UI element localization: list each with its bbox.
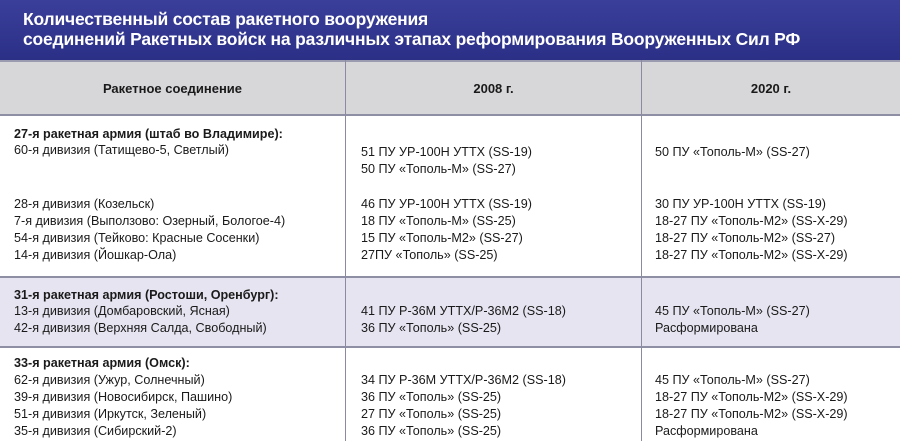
section-31-army	[0, 278, 900, 346]
cell-2008: 50 ПУ «Тополь-М» (SS-27)	[361, 162, 516, 176]
table-header	[0, 60, 900, 116]
section-33-army	[0, 348, 900, 441]
header-2020: 2020 г.	[750, 80, 792, 96]
cell-2008: 36 ПУ «Тополь» (SS-25)	[361, 424, 502, 438]
section-27-army	[0, 116, 900, 276]
cell-2020: 45 ПУ «Тополь-М» (SS-27)	[655, 304, 810, 318]
header-unit: Ракетное соединение	[102, 80, 243, 96]
unit-name: 54-я дивизия (Тейково: Красные Сосенки)	[14, 231, 260, 245]
unit-name: 39-я дивизия (Новосибирск, Пашино)	[14, 390, 233, 404]
cell-2020: Расформирована	[655, 321, 758, 335]
unit-name: 14-я дивизия (Йошкар-Ола)	[14, 248, 177, 262]
unit-name: 7-я дивизия (Выползово: Озерный, Бологое-4)	[14, 214, 286, 228]
column-divider	[641, 60, 642, 441]
cell-2008: 27ПУ «Тополь» (SS-25)	[361, 248, 498, 262]
cell-2008: 41 ПУ Р-36М УТТХ/Р-36М2 (SS-18)	[361, 304, 566, 318]
cell-2008: 15 ПУ «Тополь-М2» (SS-27)	[361, 231, 523, 245]
title-line-2: соединений Ракетных войск на различных этапах реформирования Вооруженных Сил РФ	[23, 29, 801, 49]
cell-2020: 18-27 ПУ «Тополь-М2» (SS-X-29)	[655, 390, 848, 404]
cell-2008: 51 ПУ УР-100Н УТТХ (SS-19)	[361, 145, 532, 159]
cell-2020: 18-27 ПУ «Тополь-М2» (SS-27)	[655, 231, 836, 245]
cell-2008: 27 ПУ «Тополь» (SS-25)	[361, 407, 502, 421]
cell-2008: 18 ПУ «Тополь-М» (SS-25)	[361, 214, 516, 228]
cell-2008: 34 ПУ Р-36М УТТХ/Р-36М2 (SS-18)	[361, 373, 566, 387]
cell-2020: 50 ПУ «Тополь-М» (SS-27)	[655, 145, 810, 159]
cell-2020: 30 ПУ УР-100Н УТТХ (SS-19)	[655, 197, 826, 211]
section-title: 31-я ракетная армия (Ростоши, Оренбург):	[14, 288, 279, 302]
table-title	[0, 0, 900, 60]
section-title: 33-я ракетная армия (Омск):	[14, 356, 190, 370]
cell-2020: 45 ПУ «Тополь-М» (SS-27)	[655, 373, 810, 387]
unit-name: 60-я дивизия (Татищево-5, Светлый)	[14, 143, 229, 157]
cell-2020: 18-27 ПУ «Тополь-М2» (SS-X-29)	[655, 407, 848, 421]
section-title: 27-я ракетная армия (штаб во Владимире):	[14, 127, 283, 141]
cell-2020: 18-27 ПУ «Тополь-М2» (SS-X-29)	[655, 214, 848, 228]
header-2008: 2008 г.	[473, 80, 514, 96]
title-line-1: Количественный состав ракетного вооружения	[23, 9, 429, 29]
cell-2020: 18-27 ПУ «Тополь-М2» (SS-X-29)	[655, 248, 848, 262]
column-divider	[345, 60, 346, 441]
unit-name: 13-я дивизия (Домбаровский, Ясная)	[14, 304, 230, 318]
cell-2008: 36 ПУ «Тополь» (SS-25)	[361, 321, 502, 335]
unit-name: 42-я дивизия (Верхняя Салда, Свободный)	[14, 321, 267, 335]
cell-2008: 36 ПУ «Тополь» (SS-25)	[361, 390, 502, 404]
unit-name: 51-я дивизия (Иркутск, Зеленый)	[14, 407, 207, 421]
unit-name: 35-я дивизия (Сибирский-2)	[14, 424, 177, 438]
unit-name: 28-я дивизия (Козельск)	[14, 197, 155, 211]
unit-name: 62-я дивизия (Ужур, Солнечный)	[14, 373, 205, 387]
cell-2008: 46 ПУ УР-100Н УТТХ (SS-19)	[361, 197, 532, 211]
cell-2020: Расформирована	[655, 424, 758, 438]
